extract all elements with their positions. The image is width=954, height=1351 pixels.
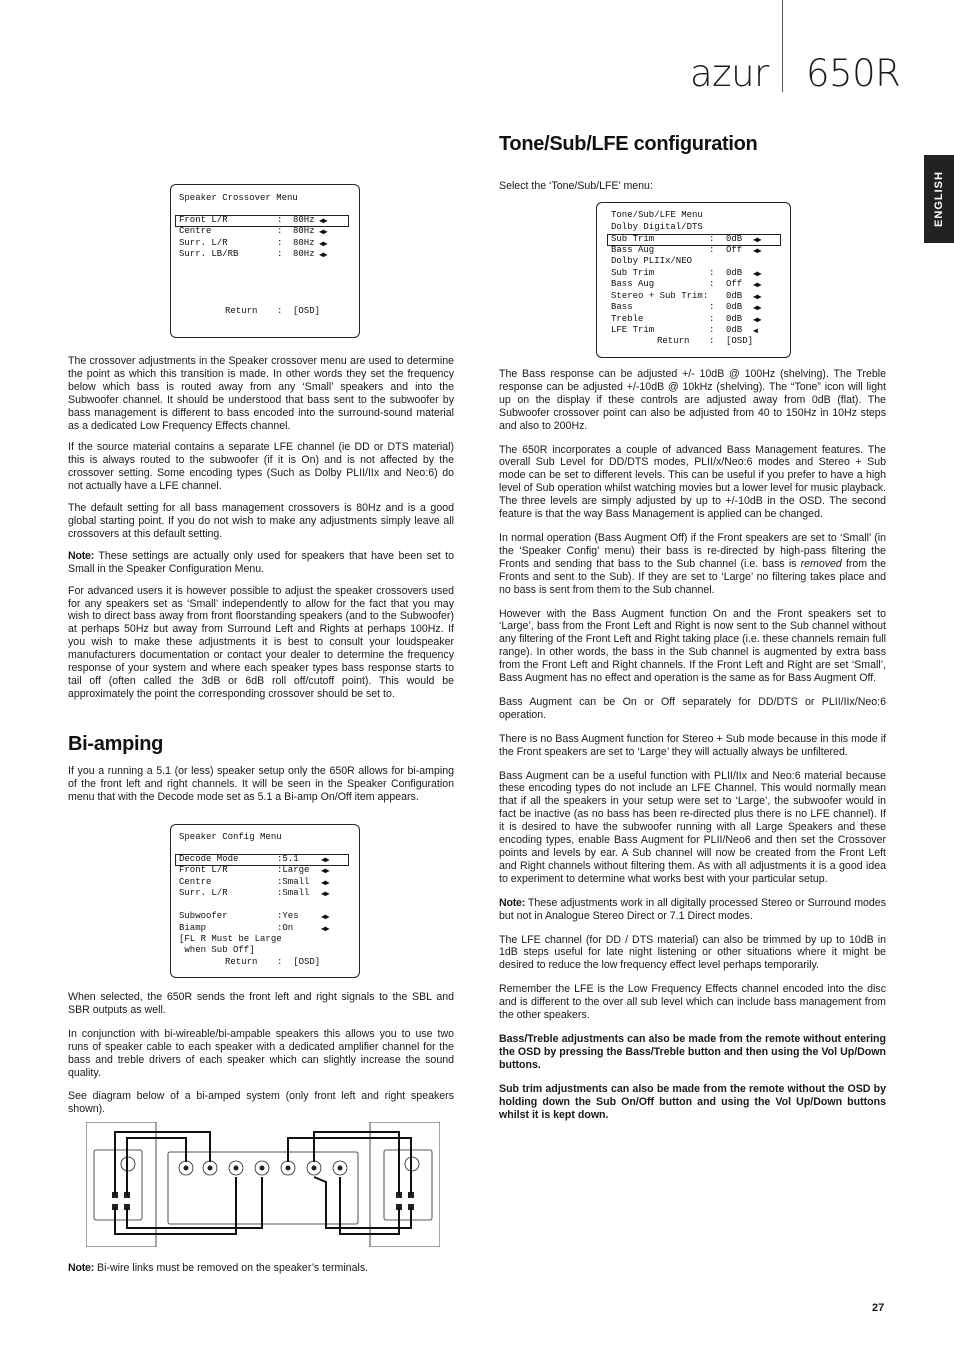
language-tab-label: ENGLISH bbox=[933, 171, 945, 227]
paragraph: In conjunction with bi-wireable/bi-ampable speakers this allows you to use two runs of speaker cable to each speaker with a dedicated amplifier channel for the bass and treble drivers of each speaker which can slightly increase the sound quality. bbox=[68, 1027, 454, 1079]
osd-return-label: Return bbox=[657, 336, 690, 346]
left-right-arrows-icon: ◀▶ bbox=[319, 217, 327, 226]
osd-row-sep: : bbox=[277, 306, 283, 316]
header-divider bbox=[782, 0, 783, 92]
osd-row-value: :Small bbox=[277, 877, 310, 887]
left-right-arrows-icon: ◀▶ bbox=[753, 316, 761, 325]
osd-row-sep: : bbox=[709, 268, 715, 278]
osd-row-value: 0dB bbox=[726, 302, 743, 312]
paragraph bbox=[499, 532, 886, 597]
paragraph: The LFE channel (for DD / DTS material) can also be trimmed by up to 10dB in 1dB steps useful for late night listening or other situations where it might be desired to reduce the low frequency effect level perhaps temporarily. bbox=[499, 933, 886, 972]
osd-row-label: Sub Trim bbox=[611, 268, 655, 278]
osd-warning: when Sub Off] bbox=[179, 945, 255, 955]
tone-intro: Select the ‘Tone/Sub/LFE’ menu: bbox=[499, 180, 653, 192]
left-right-arrows-icon: ◀▶ bbox=[753, 281, 761, 290]
osd-row-value: :Small bbox=[277, 888, 310, 898]
italic-text: removed bbox=[800, 557, 842, 570]
osd-row-label: Surr. LB/RB bbox=[179, 249, 239, 259]
osd-row-label: LFE Trim bbox=[611, 325, 655, 335]
model-name: 650R bbox=[806, 52, 901, 95]
osd-row-value: :On bbox=[277, 923, 294, 933]
brand-name: azur bbox=[690, 52, 769, 95]
paragraph: When selected, the 650R sends the front left and right signals to the SBL and SBR outputs as well. bbox=[68, 991, 454, 1016]
osd-row-label: Biamp bbox=[179, 923, 207, 933]
osd-title: Tone/Sub/LFE Menu bbox=[611, 210, 703, 220]
osd-title: Speaker Crossover Menu bbox=[179, 193, 298, 203]
osd-row-value: 80Hz bbox=[293, 249, 315, 259]
osd-row-sep: : bbox=[709, 325, 715, 335]
biamp-text bbox=[68, 991, 454, 1125]
paragraph: For advanced users it is however possible to adjust the speaker crossovers used for any speakers set as ‘Small’ independently to allow for the fact that you may wish to direct bass away from front floorstanding speakers (and to the Subwoofer) at perhaps 50Hz but away from Surround Left and Rights at perhaps 100Hz. If you wish to make these adjustments it is best to consult your loudspeaker manufacturers documentation or contact your dealer to determine the frequency response of your system and where each speaker types bass response starts to tail off (often called the 3dB or 6dB roll off/cutoff point). This would be approximately the point the corresponding crossover should be set to. bbox=[68, 584, 454, 700]
left-right-arrows-icon: ◀▶ bbox=[321, 856, 329, 865]
osd-section-label: Dolby Digital/DTS bbox=[611, 222, 703, 232]
tone-sub-lfe-osd bbox=[596, 202, 791, 358]
osd-row-label: Front L/R bbox=[179, 215, 228, 225]
osd-row-value: 0dB bbox=[726, 268, 743, 278]
note-label: Note: bbox=[68, 1262, 95, 1274]
crossover-text bbox=[68, 355, 454, 710]
osd-row-label: Decode Mode bbox=[179, 854, 239, 864]
left-arrow-icon: ◀ bbox=[753, 327, 757, 336]
osd-return-label: Return bbox=[225, 957, 258, 967]
osd-row-label: Bass Aug bbox=[611, 245, 655, 255]
osd-return-value: : [OSD] bbox=[277, 957, 321, 967]
paragraph: See diagram below of a bi-amped system (only front left and right speakers shown). bbox=[68, 1090, 454, 1116]
osd-row-sep: : bbox=[709, 234, 715, 244]
osd-row-value: 80Hz bbox=[293, 226, 315, 236]
paragraph: There is no Bass Augment function for Stereo + Sub mode because in this mode if the Front speakers are set to ‘Large’ they will actually always be unfiltered. bbox=[499, 732, 886, 758]
left-right-arrows-icon: ◀▶ bbox=[319, 228, 327, 237]
osd-row-label: Stereo + Sub Trim: bbox=[611, 291, 709, 301]
biamp-note bbox=[68, 1262, 454, 1275]
language-tab bbox=[924, 155, 954, 243]
osd-section-label: Dolby PLIIx/NEO bbox=[611, 256, 693, 266]
left-right-arrows-icon: ◀▶ bbox=[319, 240, 327, 249]
osd-row-value: 80Hz bbox=[293, 238, 315, 248]
osd-row-value: Off bbox=[726, 245, 743, 255]
paragraph: If the source material contains a separate LFE channel (ie DD or DTS material) this is always routed to the subwoofer (if it is On) and is not affected by the crossover setting. Some encoding types (Such as Dolby PLII/IIx and Neo:6) do not actually have a LFE channel. bbox=[68, 441, 454, 493]
osd-row-sep: : bbox=[277, 226, 283, 236]
osd-row-sep: : bbox=[709, 302, 715, 312]
note-label: Note: bbox=[499, 896, 526, 909]
note-paragraph bbox=[499, 897, 886, 923]
osd-return-value: [OSD] bbox=[726, 336, 754, 346]
osd-row-value: 0dB bbox=[726, 325, 743, 335]
osd-row-value: :Large bbox=[277, 865, 310, 875]
left-right-arrows-icon: ◀▶ bbox=[319, 251, 327, 260]
osd-row-label: Centre bbox=[179, 877, 212, 887]
osd-row-label: Bass bbox=[611, 302, 633, 312]
left-right-arrows-icon: ◀▶ bbox=[753, 236, 761, 245]
left-right-arrows-icon: ◀▶ bbox=[753, 293, 761, 302]
left-right-arrows-icon: ◀▶ bbox=[753, 304, 761, 313]
osd-row-sep: : bbox=[277, 238, 283, 248]
text-run: from the Fronts and sent to the Sub). If they are set to ‘Large’ no filtering takes place and no bass is sent from them to the Sub channel. bbox=[499, 557, 886, 596]
tone-heading: Tone/Sub/LFE configuration bbox=[499, 133, 758, 155]
note-text: These settings are actually only used for speakers that have been set to Small in the Speaker Configuration Menu. bbox=[68, 549, 454, 575]
note-label: Note: bbox=[68, 549, 95, 562]
left-right-arrows-icon: ◀▶ bbox=[321, 867, 329, 876]
osd-row-sep: : bbox=[277, 249, 283, 259]
osd-title: Speaker Config Menu bbox=[179, 832, 282, 842]
osd-return-label: Return bbox=[225, 306, 258, 316]
osd-row-label: Surr. L/R bbox=[179, 888, 228, 898]
osd-row-label: Bass Aug bbox=[611, 279, 655, 289]
osd-row-label: Treble bbox=[611, 314, 644, 324]
osd-row-label: Sub Trim bbox=[611, 234, 655, 244]
tone-text bbox=[499, 368, 886, 1130]
osd-row-sep: : bbox=[709, 245, 715, 255]
osd-row-sep: : bbox=[709, 336, 715, 346]
osd-row-label: Front L/R bbox=[179, 865, 228, 875]
paragraph: The Bass response can be adjusted +/- 10dB @ 100Hz (shelving). The Treble response can be adjusted +/-10dB @ 10kHz (shelving). The “Tone” icon will light up on the display if these controls are adjusted away from 0dB (flat). The Subwoofer crossover point can also be adjusted from 40 to 150Hz in 10Hz steps and also to 200Hz. bbox=[499, 368, 886, 432]
left-right-arrows-icon: ◀▶ bbox=[753, 247, 761, 256]
paragraph: Bass Augment can be a useful function with PLII/IIx and Neo:6 material because these encoding types do not include an LFE Channel. This would normally mean that if all the speakers in your setup were set to ‘Large’, the subwoofer would in fact be inactive (as no bass has been re-directed plus there is no LFE channel). If it is desired to have the subwoofer running with all Large Speakers and these encoding types, enable Bass Augment for PLII/Neo6 and then set the Crossover points and levels by ear. A Sub channel will now be created from the Front Left and Right channels without filtering them. As with all adjustments it is a good idea to experiment to determine what works best with your particular setup. bbox=[499, 769, 886, 885]
left-right-arrows-icon: ◀▶ bbox=[753, 270, 761, 279]
osd-row-value: 0dB bbox=[726, 234, 743, 244]
biamp-heading: Bi-amping bbox=[68, 733, 164, 755]
left-right-arrows-icon: ◀▶ bbox=[321, 913, 329, 922]
osd-row-sep: : bbox=[277, 215, 283, 225]
left-right-arrows-icon: ◀▶ bbox=[321, 890, 329, 899]
biamp-wiring-diagram bbox=[86, 1122, 440, 1247]
osd-row-value: 0dB bbox=[726, 314, 743, 324]
paragraph: Bass Augment can be On or Off separately for DD/DTS or PLII/IIx/Neo:6 operation. bbox=[499, 695, 886, 721]
osd-row-label: Subwoofer bbox=[179, 911, 228, 921]
note-text: Bi-wire links must be removed on the speaker’s terminals. bbox=[94, 1262, 369, 1274]
osd-row-value: 80Hz bbox=[293, 215, 315, 225]
osd-row-value: :5.1 bbox=[277, 854, 299, 864]
osd-row-label: Surr. L/R bbox=[179, 238, 228, 248]
left-right-arrows-icon: ◀▶ bbox=[321, 925, 329, 934]
paragraph: The crossover adjustments in the Speaker crossover menu are used to determine the point as which this transition is made. In other words they set the frequency below which bass is routed away from any ‘Small’ speakers and into the Subwoofer channel. It should be understood that bass sent to the subwoofer by bass management is different to bass encoded into the surround-sound material as a dedicated Low Frequency Effects channel. bbox=[68, 355, 454, 432]
osd-row-value: 0dB bbox=[726, 291, 743, 301]
paragraph: The 650R incorporates a couple of advanced Bass Management features. The overall Sub Level for DD/DTS modes, PLII/x/Neo:6 modes and Stereo + Sub mode can be set to different levels. This can be useful if you prefer to have a high level of Sub operation whilst watching movies but a lower level for music playback. The three levels are simply adjusted by up to +/-10dB in the OSD. The second feature is that the way Bass Management is applied can be changed. bbox=[499, 443, 886, 521]
osd-row-label: Centre bbox=[179, 226, 212, 236]
speaker-crossover-osd bbox=[170, 184, 360, 338]
bold-paragraph: Sub trim adjustments can also be made from the remote without the OSD by holding down the Sub On/Off button and using the Vol Up/Down buttons whilst it is kept down. bbox=[499, 1082, 886, 1121]
biamp-intro bbox=[68, 765, 454, 813]
osd-row-sep: : bbox=[709, 314, 715, 324]
paragraph: If you a running a 5.1 (or less) speaker setup only the 650R allows for bi-amping of the front left and right channels. It will be seen in the Speaker Configuration menu that with the Decode mode set as 5.1 a Bi-amp On/Off item appears. bbox=[68, 765, 454, 803]
page-number: 27 bbox=[872, 1302, 885, 1314]
text-run: In normal operation (Bass Augment Off) if the Front speakers are set to ‘Small’ (in the ‘Speaker Config’ menu) their bass is re-directed by high-pass filtering the Fronts and sending that bass to the Sub channel (i.e. bass is bbox=[499, 531, 886, 570]
osd-return-value: [OSD] bbox=[293, 306, 321, 316]
left-right-arrows-icon: ◀▶ bbox=[321, 879, 329, 888]
paragraph: The default setting for all bass management crossovers is 80Hz and is a good global starting point. If you do not wish to make any adjustments simply leave all crossovers at this default setting. bbox=[68, 502, 454, 540]
paragraph: However with the Bass Augment function On and the Front speakers set to ‘Large’, bass from the Front Left and Right is now sent to the Sub channel without any filtering of the Front Left and Right taking place (i.e. these channels remain full range). In other words, the bass in the Sub channel is augmented by extra bass from the Front Left and Right channels. If the Front Left and Right are set ‘Small’, Bass Augment has no effect and operation is the same as for Bass Augment Off. bbox=[499, 607, 886, 685]
speaker-config-osd bbox=[170, 824, 360, 978]
note-text: These adjustments work in all digitally processed Stereo or Surround modes but not in Analogue Stereo Direct or 7.1 Direct modes. bbox=[499, 896, 886, 922]
osd-row-sep: : bbox=[709, 279, 715, 289]
paragraph: Remember the LFE is the Low Frequency Effects channel encoded into the disc and is different to the over all sub level which can include bass management from the other speakers. bbox=[499, 983, 886, 1022]
bold-paragraph: Bass/Treble adjustments can also be made from the remote without entering the OSD by pressing the Bass/Treble button and then using the Vol Up/Down buttons. bbox=[499, 1032, 886, 1071]
note-paragraph bbox=[68, 550, 454, 576]
osd-row-value: :Yes bbox=[277, 911, 299, 921]
osd-warning: [FL R Must be Large bbox=[179, 934, 282, 944]
osd-row-value: Off bbox=[726, 279, 743, 289]
